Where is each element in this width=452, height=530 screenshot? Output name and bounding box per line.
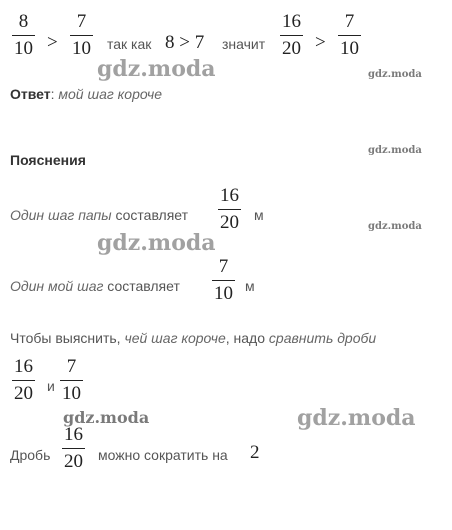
unit-meter: м [254,207,264,223]
fraction-word: Дробь [10,447,51,463]
compare-question: чей шаг короче [124,330,226,346]
dad-step-verb: составляет [115,207,189,223]
fraction-bar [12,380,35,381]
denominator: 10 [62,383,81,404]
then-text: значит [222,36,266,52]
my-step-verb: составляет [107,278,180,294]
denominator: 20 [64,451,83,472]
denominator: 10 [214,283,233,304]
watermark: gdz.moda [368,221,422,232]
fraction-16-20 [62,425,85,472]
and-text: и [47,378,55,394]
watermark: gdz.moda [97,56,216,82]
greater-than-sign: > [315,32,326,53]
numerator: 7 [76,11,87,32]
fraction-bar [12,35,35,36]
numerator: 7 [218,256,229,277]
answer-colon: : [50,86,55,102]
numerator: 16 [220,185,239,206]
reduce-text: можно сократить на [98,447,228,463]
fraction-7-10 [60,357,83,404]
watermark: gdz.moda [63,408,150,427]
fraction-8-10 [12,12,35,59]
unit-meter: м [245,278,255,294]
numerator: 16 [64,424,83,445]
step-my-step [10,278,180,294]
watermark: gdz.moda [297,405,416,431]
numerator: 8 [18,11,29,32]
numerator: 7 [66,356,77,377]
fraction-bar [70,35,93,36]
fraction-7-10 [212,257,235,304]
explanations-heading: Пояснения [10,152,86,168]
compare-intro: Чтобы выяснить, [10,330,121,346]
denominator: 10 [14,38,33,59]
fraction-7-10 [338,12,361,59]
denominator: 10 [340,38,359,59]
since-text: так как [107,36,152,52]
step-dad-step [10,207,188,223]
my-step-subject: Один мой шаг [10,278,104,294]
watermark: gdz.moda [368,145,422,156]
reduce-number: 2 [250,442,260,463]
numerator: 16 [14,356,33,377]
compare-need: , надо [225,330,266,346]
greater-than-sign: > [47,32,58,53]
fraction-bar [338,35,361,36]
fraction-bar [280,35,303,36]
fraction-16-20 [12,357,35,404]
answer-line [10,86,162,102]
answer-text: мой шаг короче [58,86,163,102]
fraction-bar [218,209,241,210]
step-compare-text [10,330,376,346]
denominator: 20 [14,383,33,404]
numerator: 16 [282,11,301,32]
compare-action: сравнить дроби [268,330,377,346]
watermark: gdz.moda [97,230,216,256]
inequality-8-7: 8 > 7 [165,32,205,53]
fraction-7-10 [70,12,93,59]
fraction-bar [60,380,83,381]
dad-step-subject: Один шаг папы [10,207,112,223]
denominator: 20 [282,38,301,59]
fraction-bar [212,280,235,281]
watermark: gdz.moda [368,69,422,80]
answer-label: Ответ [10,86,51,102]
fraction-16-20 [280,12,303,59]
fraction-bar [62,448,85,449]
numerator: 7 [344,11,355,32]
fraction-16-20 [218,186,241,233]
denominator: 10 [72,38,91,59]
denominator: 20 [220,212,239,233]
